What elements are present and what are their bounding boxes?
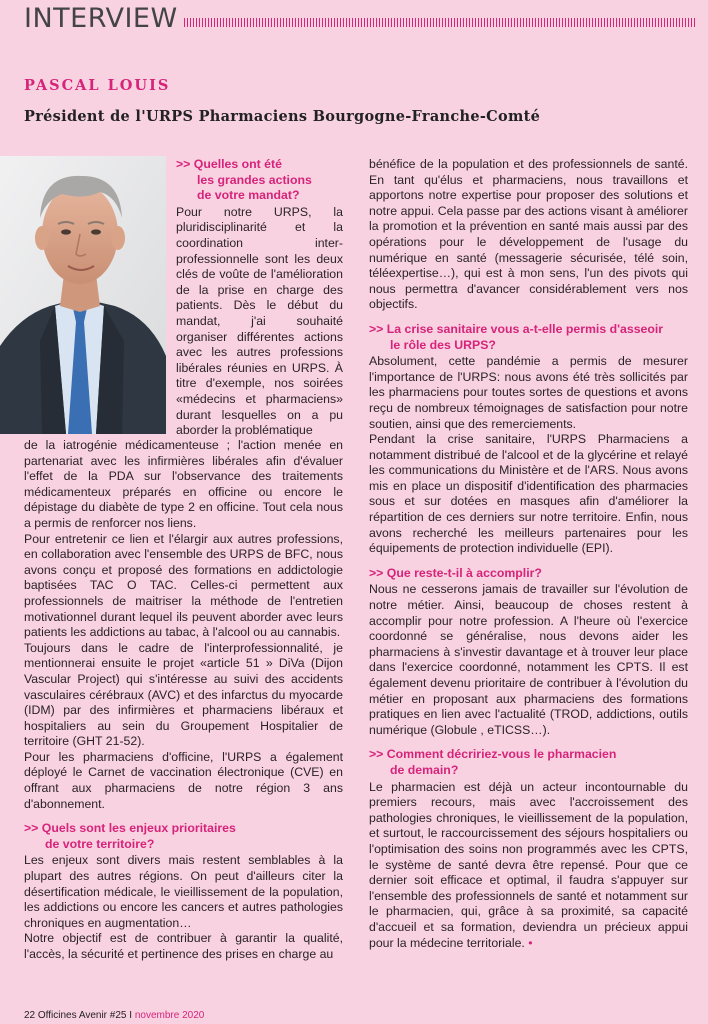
question-heading: >> La crise sanitaire vous a-t-elle permis d'asseoir le rôle des URPS? xyxy=(369,321,664,352)
section-header xyxy=(24,2,696,34)
column-left-top xyxy=(176,157,343,439)
answer-paragraph: Pour les pharmaciens d'officine, l'URPS a également déployé le Carnet de vaccination électronique (CVE) en offrant aux pharmaciens de notre région 3 ans d'abonnement. xyxy=(24,749,343,811)
question-heading: >> Quels sont les enjeux prioritaires de votre territoire? xyxy=(24,821,236,851)
answer-paragraph: Pendant la crise sanitaire, l'URPS Pharmaciens a notamment distribué de l'alcool et de la glycérine et relayé les communications du Ministère et de l'ARS. Nous avons mis en place un dispositif d'identification des pharmacies sous et sur dotées en masques afin d'améliorer la répartition de ces derniers sur notre territoire. Enfin, nous avons recherché les meilleurs partenaires pour les équipements de protection individuelle (EPI). xyxy=(369,432,688,556)
column-right xyxy=(369,157,688,951)
answer-paragraph: Notre objectif est de contribuer à garantir la qualité, l'accès, la sécurité et pertinence des prises en charge au xyxy=(24,931,343,961)
answer-paragraph: Le pharmacien est déjà un acteur incontournable du premiers recours, mais avec l'accroissement des pathologies chroniques, le vieillissement de la population, et surtout, le raccourcissement des séjours hospitaliers ou l'optimisation des soins non programmés avec les CPTS, le système de santé devra être repensé. Pour que ce dernier soit efficace et optimal, il faudra s'appuyer sur l'ensemble des professionnels de santé et notamment sur le pharmacien, qui, grâce à sa proximité, sa capacité d'accueil et sa formation, deviendra un précieux appui pour la médecine territoriale. • xyxy=(369,779,688,950)
interviewee-name: PASCAL LOUIS xyxy=(24,77,171,94)
section-title: INTERVIEW xyxy=(24,3,178,34)
question-heading: >> Quelles ont été les grandes actions de votre mandat? xyxy=(176,157,312,203)
interviewee-role: Président de l'URPS Pharmaciens Bourgogne-Franche-Comté xyxy=(24,108,541,125)
question-heading: >> Que reste-t-il à accomplir? xyxy=(369,565,542,580)
answer-paragraph: bénéfice de la population et des professionnels de santé. En tant qu'élus et pharmaciens, nous travaillons et apportons notre expertise pour proposer des solutions et notre appui. Cela passe par des actions visant à améliorer la promotion et la prévention en santé mais aussi par des opérations pour le développement de l'usage du numérique en santé (messagerie sécurisée, télé soin, téléexpertise…), qui est à mon sens, l'un des pivots qui nous permettra d'avancer considérablement vers nos objectifs. xyxy=(369,157,688,312)
dotted-rule xyxy=(184,18,696,27)
answer-paragraph: Absolument, cette pandémie a permis de mesurer l'importance de l'URPS: nous avons été très sollicités par les pharmaciens pour toutes sortes de questions et avons reçu de nombreux témoignages de satisfaction pour notre soutien, ainsi que des remerciements. xyxy=(369,354,688,431)
answer-paragraph: Pour notre URPS, la pluridisciplinarité et la coordination inter-professionnelle sont les deux clés de voûte de l'amélioration de la prise en charge des patients. Dès le début du mandat, j'ai souhaité organiser différentes actions avec les autres professions libérales réunies en URPS. À titre d'exemple, nos soirées «médecins et pharmaciens» durant lesquelles on a pu aborder la problématique xyxy=(176,204,343,438)
answer-paragraph: Les enjeux sont divers mais restent semblables à la plupart des autres régions. On peut d'ailleurs citer la désertification médicale, le vieillissement de la population, les addictions ou encore les cancers et autres pathologies chroniques en augmentation… xyxy=(24,853,343,930)
question-heading: >> Comment décririez-vous le pharmacien de demain? xyxy=(369,747,617,777)
footer-date: novembre 2020 xyxy=(134,1010,205,1021)
page-footer xyxy=(24,1010,204,1021)
answer-paragraph: Nous ne cesserons jamais de travailler sur l'évolution de notre métier. Ainsi, beaucoup de choses restent à accomplir pour notre profession. A l'heure où l'exercice coordonné se généralise, nous devons aider les pharmaciens à s'investir davantage et à trouver leur place dans l'exercice coordonné, notamment les CPTS. Il est également devenu prioritaire de contribuer à l'évolution du métier en proposant aux pharmaciens des formations pratiques en lien avec l'actualité (TROD, addictions, outils numérique (Globule , eTICSS…). xyxy=(369,582,688,737)
portrait-photo xyxy=(0,156,166,434)
answer-paragraph: Pour entretenir ce lien et l'élargir aux autres professions, en collaboration avec l'ensemble des URPS de BFC, nous avons conçu et proposé des formations en addictologie baptisées TAC O TAC. Celles-ci permettent aux professionnels de maitriser la méthode de l'entretien motivationnel durant lequel ils peuvent aborder avec leurs patients les addictions au tabac, à l'alcool ou au cannabis. xyxy=(24,531,343,640)
end-mark: • xyxy=(528,935,533,950)
answer-paragraph: de la iatrogénie médicamenteuse ; l'action menée en partenariat avec les infirmières libérales afin d'évaluer l'effet de la PDA sur l'observance des traitements médicamenteux préparés en officine ou encore le dépistage du diabète de type 2 en officine. Tout cela nous a permis de renforcer nos liens. xyxy=(24,438,343,530)
answer-paragraph: Toujours dans le cadre de l'interprofessionnalité, je mentionnerai ensuite le projet «article 51 » DiVa (Dijon Vascular Project) qui s'intéresse au suivi des accidents vasculaires cérébraux (AVC) et des infarctus du myocarde (IDM) par des infirmières et pharmaciens libéraux et hospitaliers au sein du Groupement Hospitalier de territoire (GHT 21-52). xyxy=(24,640,343,749)
column-left-bottom xyxy=(24,438,343,963)
footer-folio: 22 Officines Avenir #25 I xyxy=(24,1010,133,1021)
